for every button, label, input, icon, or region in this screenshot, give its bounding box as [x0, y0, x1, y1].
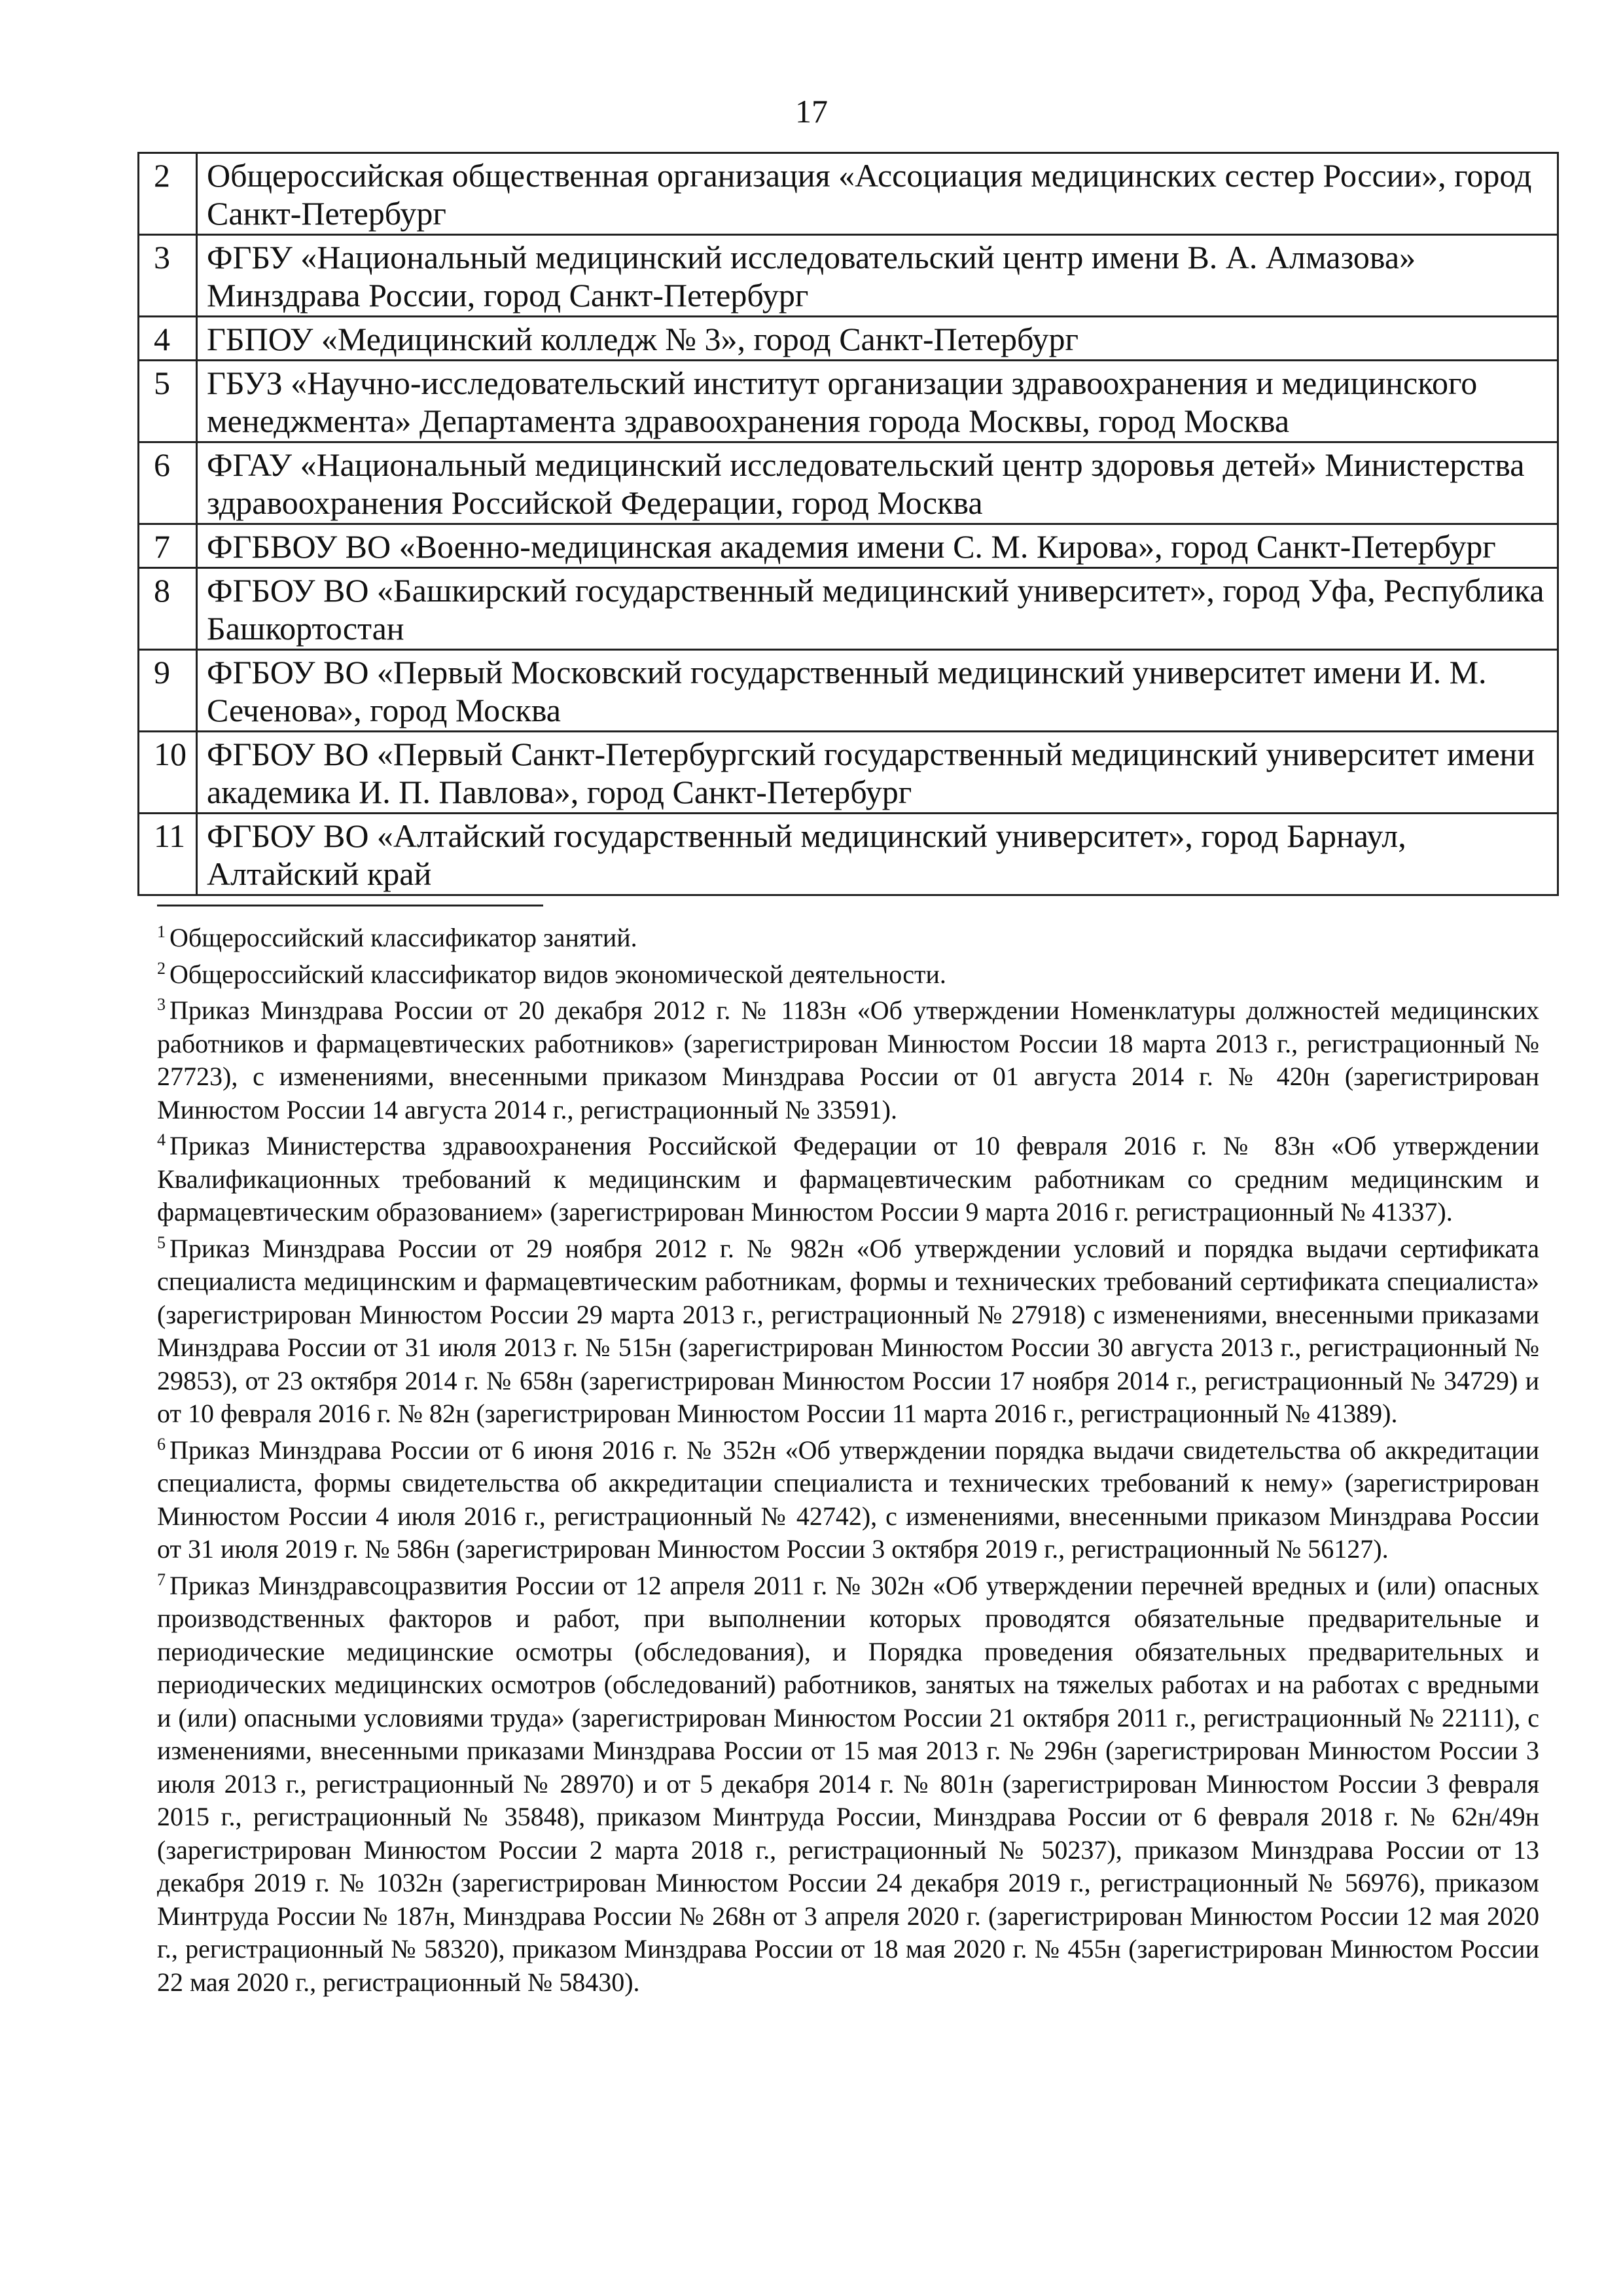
footnote — [157, 1434, 1539, 1566]
row-number: 7 — [139, 524, 197, 568]
table-row — [139, 732, 1558, 814]
footnote-mark: 1 — [157, 922, 166, 941]
row-number: 3 — [139, 235, 197, 317]
table-row — [139, 317, 1558, 361]
organization-name: ФГБОУ ВО «Алтайский государственный медицинский университет», город Барнаул, Алтайский край — [197, 814, 1558, 895]
table-row — [139, 650, 1558, 732]
organization-name: ФГАУ «Национальный медицинский исследовательский центр здоровья детей» Министерства здравоохранения Российской Федерации, город Москва — [197, 442, 1558, 524]
footnote-text: Общероссийский классификатор занятий. — [169, 923, 637, 952]
table-row — [139, 524, 1558, 568]
organization-name: ГБПОУ «Медицинский колледж № 3», город Санкт-Петербург — [197, 317, 1558, 361]
row-number: 5 — [139, 361, 197, 442]
page-number: 17 — [795, 93, 828, 130]
footnote — [157, 958, 1539, 992]
row-number: 8 — [139, 568, 197, 650]
row-number: 9 — [139, 650, 197, 732]
footnote-mark: 4 — [157, 1130, 166, 1149]
footnote-mark: 5 — [157, 1232, 166, 1252]
row-number: 2 — [139, 153, 197, 235]
footnote-text: Приказ Минздрава России от 6 июня 2016 г. № 352н «Об утверждении порядка выдачи свидетельства об аккредитации специалиста, формы свидетельства об аккредитации специалиста и технических требований к нему» (зарегистрирован Минюстом России 4 июля 2016 г., регистрационный № 42742), с изменениями, внесенными приказом Минздрава России от 31 июля 2019 г. № 586н (зарегистрирован Минюстом России 3 октября 2019 г., регистрационный № 56127). — [157, 1435, 1539, 1564]
table-row — [139, 814, 1558, 895]
organization-name: ФГБОУ ВО «Башкирский государственный медицинский университет», город Уфа, Республика Башкортостан — [197, 568, 1558, 650]
organization-name: ГБУЗ «Научно-исследовательский институт организации здравоохранения и медицинского менеджмента» Департамента здравоохранения города Москвы, город Москва — [197, 361, 1558, 442]
table-row — [139, 153, 1558, 235]
organization-name: ФГБОУ ВО «Первый Московский государственный медицинский университет имени И. М. Сеченова», город Москва — [197, 650, 1558, 732]
footnote-mark: 2 — [157, 958, 166, 978]
organization-name: ФГБОУ ВО «Первый Санкт-Петербургский государственный медицинский университет имени академика И. П. Павлова», город Санкт-Петербург — [197, 732, 1558, 814]
footnote — [157, 1570, 1539, 2000]
footnotes-section — [157, 922, 1539, 2002]
footnote — [157, 1232, 1539, 1431]
footnote-text: Приказ Министерства здравоохранения Российской Федерации от 10 февраля 2016 г. № 83н «Об утверждении Квалификационных требований к медицинским и фармацевтическим работникам со средним медицинским и фармацевтическим образованием» (зарегистрирован Минюстом России 9 марта 2016 г. регистрационный № 41337). — [157, 1131, 1539, 1227]
table-row — [139, 568, 1558, 650]
organization-name: Общероссийская общественная организация «Ассоциация медицинских сестер России», город Санкт-Петербург — [197, 153, 1558, 235]
footnote-mark: 3 — [157, 995, 166, 1014]
table-row — [139, 442, 1558, 524]
footnote-text: Приказ Минздравсоцразвития России от 12 апреля 2011 г. № 302н «Об утверждении перечней вредных и (или) опасных производственных факторов и работ, при выполнении которых проводятся обязательные предварительные и периодические медицинские осмотры (обследования), и Порядка проведения обязательных предварительных и периодических медицинских осмотров (обследований) работников, занятых на тяжелых работах и на работах с вредными и (или) опасными условиями труда» (зарегистрирован Минюстом России 21 октября 2011 г., регистрационный № 22111), с изменениями, внесенными приказами Минздрава России от 15 мая 2013 г. № 296н (зарегистрирован Минюстом России 3 июля 2013 г., регистрационный № 28970) и от 5 декабря 2014 г. № 801н (зарегистрирован Минюстом России 3 февраля 2015 г., регистрационный № 35848), приказом Минтруда России, Минздрава России от 6 февраля 2018 г. № 62н/49н (зарегистрирован Минюстом России 2 марта 2018 г., регистрационный № 50237), приказом Минздрава России от 13 декабря 2019 г. № 1032н (зарегистрирован Минюстом России 24 декабря 2019 г., регистрационный № 56976), приказом Минтруда России № 187н, Минздрава России № 268н от 3 апреля 2020 г. (зарегистрирован Минюстом России 12 мая 2020 г., регистрационный № 58320), приказом Минздрава России от 18 мая 2020 г. № 455н (зарегистрирован Минюстом России 22 мая 2020 г., регистрационный № 58430). — [157, 1570, 1539, 1997]
table-row — [139, 361, 1558, 442]
organization-name: ФГБУ «Национальный медицинский исследовательский центр имени В. А. Алмазова» Минздрава России, город Санкт-Петербург — [197, 235, 1558, 317]
footnote-text: Общероссийский классификатор видов экономической деятельности. — [169, 959, 946, 989]
footnote-mark: 7 — [157, 1570, 166, 1589]
footnote — [157, 1130, 1539, 1229]
footnote-separator — [157, 905, 543, 906]
footnote — [157, 922, 1539, 955]
footnote-text: Приказ Минздрава России от 29 ноября 2012 г. № 982н «Об утверждении условий и порядка выдачи сертификата специалиста медицинским и фармацевтическим работникам, формы и технических требований сертификата специалиста» (зарегистрирован Минюстом России 29 марта 2013 г., регистрационный № 27918) с изменениями, внесенными приказами Минздрава России от 31 июля 2013 г. № 515н (зарегистрирован Минюстом России 30 августа 2013 г., регистрационный № 29853), от 23 октября 2014 г. № 658н (зарегистрирован Минюстом России 17 ноября 2014 г., регистрационный № 34729) и от 10 февраля 2016 г. № 82н (зарегистрирован Минюстом России 11 марта 2016 г., регистрационный № 41389). — [157, 1233, 1539, 1428]
footnote — [157, 994, 1539, 1126]
footnote-mark: 6 — [157, 1434, 166, 1454]
organizations-table — [137, 152, 1559, 896]
row-number: 6 — [139, 442, 197, 524]
row-number: 11 — [139, 814, 197, 895]
row-number: 10 — [139, 732, 197, 814]
row-number: 4 — [139, 317, 197, 361]
organization-name: ФГБВОУ ВО «Военно-медицинская академия имени С. М. Кирова», город Санкт-Петербург — [197, 524, 1558, 568]
footnote-text: Приказ Минздрава России от 20 декабря 2012 г. № 1183н «Об утверждении Номенклатуры должностей медицинских работников и фармацевтических работников» (зарегистрирован Минюстом России 18 марта 2013 г., регистрационный № 27723), с изменениями, внесенными приказом Минздрава России от 01 августа 2014 г. № 420н (зарегистрирован Минюстом России 14 августа 2014 г., регистрационный № 33591). — [157, 996, 1539, 1124]
table-row — [139, 235, 1558, 317]
